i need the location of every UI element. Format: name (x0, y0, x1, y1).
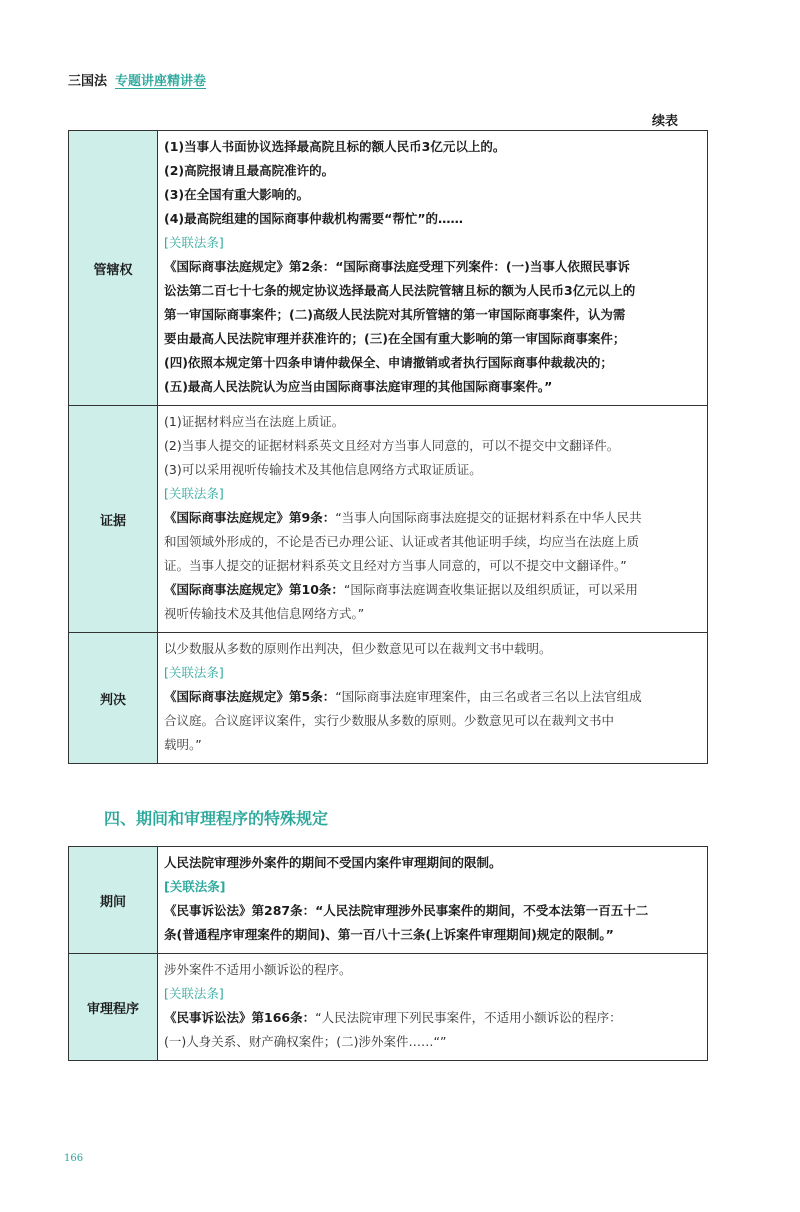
content-line: 《国际商事法庭规定》第9条：“当事人向国际商事法庭提交的证据材料系在中华人民共 (164, 510, 642, 525)
content-line: 第一审国际商事案件；(二)高级人民法院对其所管辖的第一审国际商事案件，认为需 (164, 307, 626, 322)
content-line: 合议庭。合议庭评议案件，实行少数服从多数的原则。少数意见可以在裁判文书中 (164, 713, 615, 728)
content-line: 以少数服从多数的原则作出判决，但少数意见可以在裁判文书中载明。 (164, 641, 552, 656)
table-row (69, 406, 708, 633)
row-content (158, 633, 708, 764)
related-law-tag: [关联法条] (164, 879, 226, 894)
law-citation: 《国际商事法庭规定》第9条： (164, 510, 336, 525)
row-label: 期间 (69, 847, 158, 954)
row-label: 判决 (69, 633, 158, 764)
table-row (69, 131, 708, 406)
content-line: (2)当事人提交的证据材料系英文且经对方当事人同意的，可以不提交中文翻译件。 (164, 438, 620, 453)
related-law-tag: [关联法条] (164, 986, 224, 1001)
row-label: 证据 (69, 406, 158, 633)
table-row (69, 633, 708, 764)
law-citation: 《国际商事法庭规定》第10条： (164, 582, 344, 597)
page-number: 166 (64, 1153, 84, 1164)
content-line: 《国际商事法庭规定》第2条：“国际商事法庭受理下列案件：(一)当事人依照民事诉 (164, 259, 630, 274)
related-law-tag: [关联法条] (164, 665, 224, 680)
related-law-tag: [关联法条] (164, 486, 224, 501)
row-content (158, 131, 708, 406)
content-line: 人民法院审理涉外案件的期间不受国内案件审理期间的限制。 (164, 855, 502, 870)
content-line: 《民事诉讼法》第166条：“人民法院审理下列民事案件，不适用小额诉讼的程序： (164, 1010, 622, 1025)
continued-label: 续表 (652, 114, 679, 129)
content-line: 讼法第二百七十七条的规定协议选择最高人民法院管辖且标的额为人民币3亿元以上的 (164, 283, 636, 298)
section-heading: 四、期间和审理程序的特殊规定 (104, 809, 329, 828)
table-row (69, 954, 708, 1061)
content-line: 要由最高人民法院审理并获准许的；(三)在全国有重大影响的第一审国际商事案件； (164, 331, 626, 346)
content-line: (3)在全国有重大影响的。 (164, 187, 310, 202)
content-line: (四)依照本规定第十四条申请仲裁保全、申请撤销或者执行国际商事仲裁裁决的； (164, 355, 613, 370)
row-content (158, 954, 708, 1061)
table-row (69, 847, 708, 954)
related-law-tag: [关联法条] (164, 235, 224, 250)
content-line: (3)可以采用视听传输技术及其他信息网络方式取证质证。 (164, 462, 482, 477)
content-line: 证。当事人提交的证据材料系英文且经对方当事人同意的，可以不提交中文翻译件。” (164, 558, 627, 573)
book-series: 三国法 (68, 74, 108, 89)
rules-table-1 (68, 130, 708, 764)
law-citation: 《民事诉讼法》第166条： (164, 1010, 316, 1025)
content-line: 载明。” (164, 737, 202, 752)
content-line: 《国际商事法庭规定》第10条：“国际商事法庭调查收集证据以及组织质证，可以采用 (164, 582, 638, 597)
content-line: (2)高院报请且最高院准许的。 (164, 163, 335, 178)
content-line: 和国领域外形成的，不论是否已办理公证、认证或者其他证明手续，均应当在法庭上质 (164, 534, 640, 549)
content-line: 《国际商事法庭规定》第5条：“国际商事法庭审理案件，由三名或者三名以上法官组成 (164, 689, 642, 704)
content-line: 涉外案件不适用小额诉讼的程序。 (164, 962, 352, 977)
book-subtitle: 专题讲座精讲卷 (115, 74, 207, 89)
content-line: 视听传输技术及其他信息网络方式。” (164, 606, 365, 621)
running-header (68, 70, 206, 89)
content-line: (1)证据材料应当在法庭上质证。 (164, 414, 345, 429)
content-line: (1)当事人书面协议选择最高院且标的额人民币3亿元以上的。 (164, 139, 506, 154)
content-line: (五)最高人民法院认为应当由国际商事法庭审理的其他国际商事案件。” (164, 379, 553, 394)
row-content (158, 847, 708, 954)
content-line: (4)最高院组建的国际商事仲裁机构需要“帮忙”的…… (164, 211, 464, 226)
content-line: 《民事诉讼法》第287条：“人民法院审理涉外民事案件的期间，不受本法第一百五十二 (164, 903, 649, 918)
row-label: 审理程序 (69, 954, 158, 1061)
content-line: 条(普通程序审理案件的期间)、第一百八十三条(上诉案件审理期间)规定的限制。” (164, 927, 614, 942)
row-content (158, 406, 708, 633)
rules-table-2 (68, 846, 708, 1061)
content-line: (一)人身关系、财产确权案件；(二)涉外案件……“” (164, 1034, 447, 1049)
row-label: 管辖权 (69, 131, 158, 406)
law-citation: 《国际商事法庭规定》第5条： (164, 689, 336, 704)
